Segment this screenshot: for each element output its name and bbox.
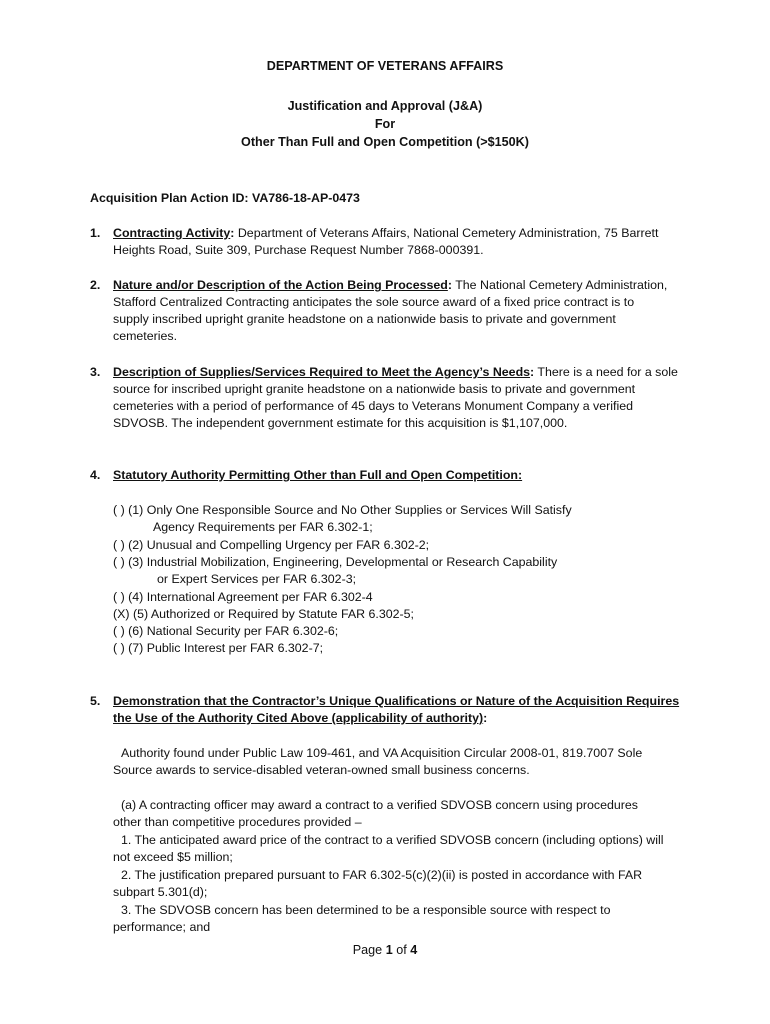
document-title-for: For: [374, 117, 396, 131]
section-5-para-2-line-8: performance; and: [113, 920, 211, 934]
section-1-text: Department of Veterans Affairs, National Cemetery Administration, 75 Barrett: [234, 226, 659, 240]
section-2-line-3: supply inscribed upright granite headstone on a nationwide basis to private and government: [113, 312, 616, 326]
section-2-heading: Nature and/or Description of the Action Being Processed: [113, 278, 448, 292]
department-heading: DEPARTMENT OF VETERANS AFFAIRS: [266, 59, 504, 73]
section-2-line-2: Stafford Centralized Contracting anticipates the sole source award of a fixed price contract is to: [113, 295, 635, 309]
section-5-heading-text: the Use of the Authority Cited Above (applicability of authority): [113, 711, 484, 725]
authority-option-4: ( ) (4) International Agreement per FAR 6.302-4: [113, 590, 373, 604]
section-4-number: 4.: [90, 468, 101, 482]
page-current: 1: [385, 943, 393, 957]
page-of-label: of: [396, 943, 407, 957]
section-1-line-2: Heights Road, Suite 309, Purchase Request Number 7868-000391.: [113, 243, 484, 257]
authority-option-5-selected: (X) (5) Authorized or Required by Statute FAR 6.302-5;: [113, 607, 414, 621]
document-title: Justification and Approval (J&A): [287, 99, 483, 113]
authority-option-2: ( ) (2) Unusual and Compelling Urgency per FAR 6.302-2;: [113, 538, 430, 552]
section-5-para-1-line-1: Authority found under Public Law 109-461, and VA Acquisition Circular 2008-01, 819.7007 Sole: [121, 746, 643, 760]
section-4-heading: Statutory Authority Permitting Other than Full and Open Competition:: [113, 468, 523, 482]
section-3-line-3: cemeteries with a period of performance of 45 days to Veterans Monument Company a verified: [113, 399, 633, 413]
section-5-para-2-line-6: subpart 5.301(d);: [113, 885, 208, 899]
section-5-heading-line-1: Demonstration that the Contractor’s Unique Qualifications or Nature of the Acquisition Requires: [113, 694, 680, 708]
section-5-para-2-line-7: 3. The SDVOSB concern has been determined to be a responsible source with respect to: [121, 903, 611, 917]
page-footer: [0, 943, 770, 957]
section-5-para-1-line-2: Source awards to service-disabled veteran-owned small business concerns.: [113, 763, 530, 777]
authority-option-1: ( ) (1) Only One Responsible Source and No Other Supplies or Services Will Satisfy: [113, 503, 572, 517]
section-3-line-4: SDVOSB. The independent government estimate for this acquisition is $1,107,000.: [113, 416, 568, 430]
section-2-number: 2.: [90, 278, 101, 292]
section-5-para-2-line-2: other than competitive procedures provided –: [113, 815, 362, 829]
page-total: 4: [410, 943, 418, 957]
section-3-line-2: source for inscribed upright granite headstone on a nationwide basis to private and government: [113, 382, 636, 396]
section-1-number: 1.: [90, 226, 101, 240]
section-1-line-1: Contracting Activity: Department of Veterans Affairs, National Cemetery Administration, 75 Barrett: [113, 226, 659, 240]
authority-option-1-cont: Agency Requirements per FAR 6.302-1;: [153, 520, 373, 534]
page-label: Page: [352, 943, 383, 957]
section-2-line-4: cemeteries.: [113, 329, 178, 343]
authority-option-6: ( ) (6) National Security per FAR 6.302-6;: [113, 624, 339, 638]
section-2-line-1: Nature and/or Description of the Action Being Processed: The National Cemetery Administration,: [113, 278, 668, 292]
section-3-heading: Description of Supplies/Services Required to Meet the Agency’s Needs: [113, 365, 531, 379]
section-5-para-2-line-3: 1. The anticipated award price of the contract to a verified SDVOSB concern (including options) will: [121, 833, 664, 847]
section-2-text: The National Cemetery Administration,: [451, 278, 668, 292]
section-5-para-2-line-1: (a) A contracting officer may award a contract to a verified SDVOSB concern using procedures: [121, 798, 638, 812]
section-5-number: 5.: [90, 694, 101, 708]
section-3-number: 3.: [90, 365, 101, 379]
authority-option-7: ( ) (7) Public Interest per FAR 6.302-7;: [113, 641, 324, 655]
acquisition-plan-id: Acquisition Plan Action ID: VA786-18-AP-0473: [90, 191, 360, 205]
section-1-heading: Contracting Activity: [113, 226, 231, 240]
section-5-para-2-line-5: 2. The justification prepared pursuant to FAR 6.302-5(c)(2)(ii) is posted in accordance with FAR: [121, 868, 643, 882]
authority-option-3-cont: or Expert Services per FAR 6.302-3;: [157, 572, 357, 586]
authority-option-3: ( ) (3) Industrial Mobilization, Engineering, Developmental or Research Capability: [113, 555, 558, 569]
section-5-heading-line-2: [113, 710, 487, 727]
document-subtitle: Other Than Full and Open Competition (>$150K): [241, 135, 529, 149]
section-5-para-2-line-4: not exceed $5 million;: [113, 850, 233, 864]
section-3-line-1: Description of Supplies/Services Required to Meet the Agency’s Needs: There is a need for a sole: [113, 365, 678, 379]
section-5-heading-colon: :: [483, 711, 488, 725]
section-3-text: There is a need for a sole: [534, 365, 678, 379]
